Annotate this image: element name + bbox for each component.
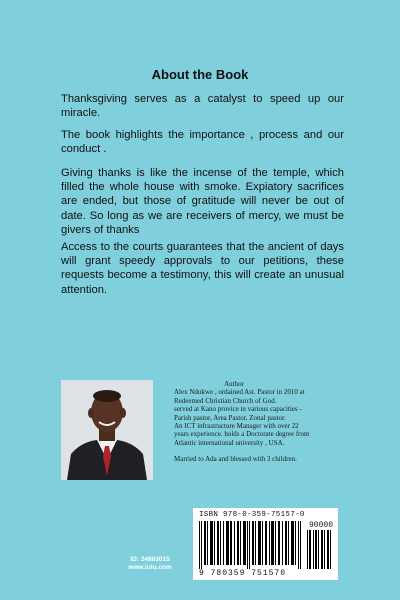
price-code-text: 90000 — [309, 521, 334, 530]
bio-line: years experience. holds a Doctorate degree from — [174, 430, 310, 439]
isbn-barcode-box — [193, 508, 338, 580]
bio-line: Parish pastor, Area Pastor, Zonal pastor. — [174, 413, 286, 422]
author-photo — [61, 380, 153, 480]
publisher-site: www.lulu.com — [128, 564, 172, 571]
publisher-id: ID: 24883015 — [130, 556, 170, 563]
publisher-info — [120, 556, 180, 572]
bio-line: An ICT infrastructure Manager with over 22 — [174, 422, 299, 431]
barcode-digits: 9 780359 751570 — [199, 569, 287, 578]
author-portrait-image — [61, 380, 153, 480]
author-family-line: Married to Ada and blessed with 3 children. — [174, 455, 297, 464]
bio-line: served at Kano provice in various capacities - — [174, 405, 302, 414]
bio-line: Atlantic international university , USA. — [174, 438, 285, 447]
description-paragraph-3: Giving thanks is like the incense of the temple, which filled the whole house with smoke. Expiatory sacrifices are ended, but those of gratitude will never be out of date. So long as we are receivers of mercy, we must be givers of thanks — [61, 167, 344, 236]
author-bio — [174, 380, 334, 464]
book-section-title: About the Book — [151, 67, 249, 82]
isbn-text: ISBN 978-0-359-75157-0 — [199, 511, 305, 519]
bio-line: Alex Ndukwe , ordained Ast. Pastor in 2010 at — [174, 388, 305, 397]
price-barcode-icon — [307, 530, 333, 569]
bio-line: Redeemed Christian Church of God. — [174, 396, 277, 405]
description-paragraph-1: Thanksgiving serves as a catalyst to speed up our miracle. — [61, 93, 344, 120]
author-role-label: Author — [224, 380, 244, 388]
description-paragraph-2: The book highlights the importance , process and our conduct . — [61, 129, 344, 156]
description-paragraph-4: Access to the courts guarantees that the ancient of days will grant speedy approvals to our petitions, these requests become a testimony, this will create an unusual attention. — [61, 241, 344, 296]
barcode-icon — [199, 521, 303, 569]
